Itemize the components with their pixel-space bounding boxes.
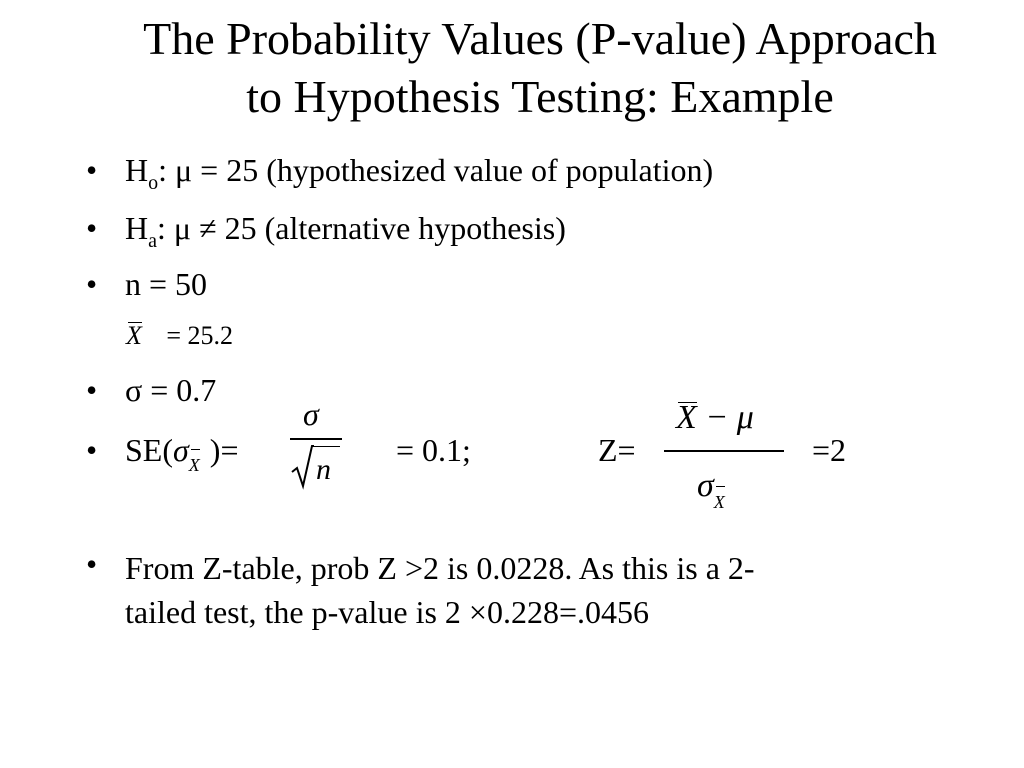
ha-text: : μ ≠ 25 (alternative hypothesis)	[157, 210, 566, 246]
h0-text: : μ = 25 (hypothesized value of population)	[158, 152, 714, 188]
se-result: = 0.1;	[396, 432, 471, 468]
z-numerator	[676, 400, 754, 436]
sigma-value: σ = 0.7	[125, 372, 217, 408]
title-line-2: to Hypothesis Testing: Example	[246, 71, 834, 122]
sqrt-vinculum	[312, 446, 340, 447]
conclusion	[125, 546, 755, 634]
sample-mean	[126, 320, 233, 352]
bullet-icon: •	[86, 152, 98, 188]
conclusion-line-2: tailed test, the p-value is 2 ×0.228=.0456	[125, 594, 649, 630]
bullet-icon: •	[86, 546, 98, 582]
bullet-icon: •	[86, 432, 98, 468]
ha-subscript: a	[148, 230, 157, 252]
sqrt-icon	[290, 444, 314, 490]
h0-subscript: o	[148, 172, 159, 194]
standard-error	[125, 432, 238, 473]
z-label: Z=	[598, 432, 636, 468]
z-denominator-xbar: X	[714, 484, 725, 520]
z-numerator-rest: − μ	[696, 399, 754, 436]
z-numerator-xbar: X	[676, 399, 697, 436]
sample-size: n = 50	[125, 266, 208, 302]
z-denominator-sigma: σ	[697, 467, 714, 504]
se-fraction-numerator: σ	[303, 396, 319, 432]
h0-letter: H	[125, 152, 149, 188]
se-fraction-bar	[290, 438, 342, 440]
z-result: =2	[812, 432, 847, 468]
null-hypothesis	[125, 152, 713, 193]
xbar-symbol: X	[126, 321, 142, 350]
conclusion-line-1: From Z-table, prob Z >2 is 0.0228. As this is a 2-	[125, 550, 755, 586]
bullet-icon: •	[86, 210, 98, 246]
alternative-hypothesis	[125, 210, 566, 251]
se-subscript-xbar: X	[189, 447, 200, 483]
se-prefix: SE(	[125, 432, 173, 468]
se-fraction-denominator: n	[316, 453, 331, 486]
bullet-icon: •	[86, 372, 98, 408]
se-sigma: σ	[173, 432, 189, 468]
z-fraction-bar	[664, 450, 784, 452]
ha-letter: H	[125, 210, 149, 246]
title-line-1: The Probability Values (P-value) Approach	[143, 13, 937, 64]
sample-mean-value: = 25.2	[166, 321, 234, 350]
slide-title	[60, 10, 1020, 126]
z-denominator	[697, 467, 725, 512]
se-close: )=	[209, 432, 239, 468]
bullet-icon: •	[86, 266, 98, 302]
